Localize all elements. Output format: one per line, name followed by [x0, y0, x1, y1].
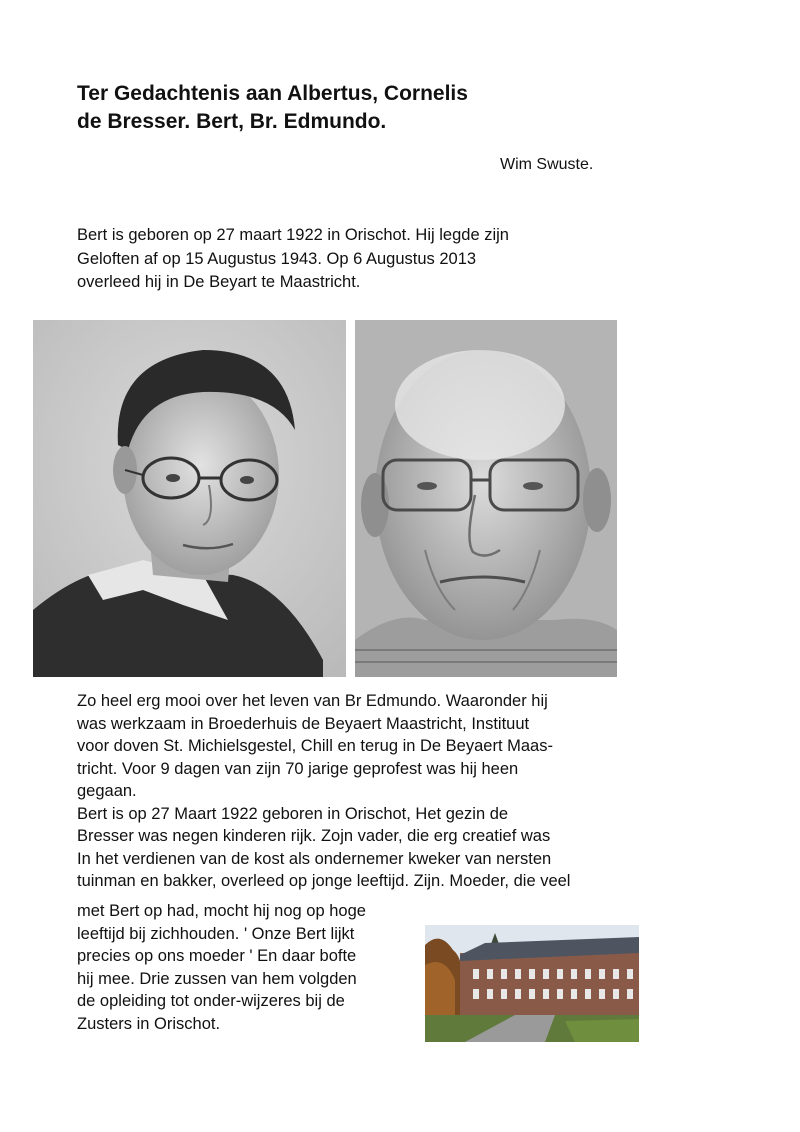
body-line: In het verdienen van de kost als ondernemer kweker van nersten [77, 849, 552, 868]
body-line: tricht. Voor 9 dagen van zijn 70 jarige geprofest was hij heen [77, 759, 519, 778]
intro-line: Bert is geboren op 27 maart 1922 in Orischot. Hij legde zijn [77, 226, 509, 244]
body-line: voor doven St. Michielsgestel, Chill en terug in De Beyaert Maas- [77, 737, 553, 755]
wrap-line: precies op ons moeder ' En daar bofte [77, 947, 357, 965]
title-line-2: de Bresser. Bert, Br. Edmundo. [77, 110, 387, 133]
intro-paragraph [77, 224, 637, 295]
body-line: gegaan. [77, 782, 137, 800]
wrap-line: met Bert op had, mocht hij nog op hoge [77, 902, 366, 920]
wrap-line: Zusters in Orischot. [77, 1014, 221, 1033]
wrap-line: leeftijd bij zichhouden. ' Onze Bert lijkt [77, 924, 355, 943]
portrait-young-photo [33, 320, 346, 677]
body-line: tuinman en bakker, overleed op jonge leeftijd. Zijn. Moeder, die veel [77, 872, 571, 890]
monastery-building-photo [425, 925, 639, 1042]
page-title [77, 80, 697, 136]
author-name: Wim Swuste. [500, 156, 594, 173]
intro-line: Geloften af op 15 Augustus 1943. Op 6 Augustus 2013 [77, 249, 477, 268]
biography-paragraph [77, 690, 647, 893]
wrap-line: de opleiding tot onder-wijzeres bij de [77, 992, 345, 1010]
intro-line: overleed hij in De Beyart te Maastricht. [77, 273, 361, 291]
body-line: Zo heel erg mooi over het leven van Br Edmundo. Waaronder hij [77, 692, 548, 710]
body-line: Bert is op 27 Maart 1922 geboren in Orischot, Het gezin de [77, 804, 509, 823]
title-line-1: Ter Gedachtenis aan Albertus, Cornelis [77, 82, 468, 105]
wrap-line: hij mee. Drie zussen van hem volgden [77, 969, 357, 988]
biography-continued [77, 900, 417, 1035]
portrait-elderly-photo [355, 320, 617, 677]
body-line: Bresser was negen kinderen rijk. Zojn vader, die erg creatief was [77, 827, 551, 845]
body-line: was werkzaam in Broederhuis de Beyaert Maastricht, Instituut [77, 714, 530, 733]
